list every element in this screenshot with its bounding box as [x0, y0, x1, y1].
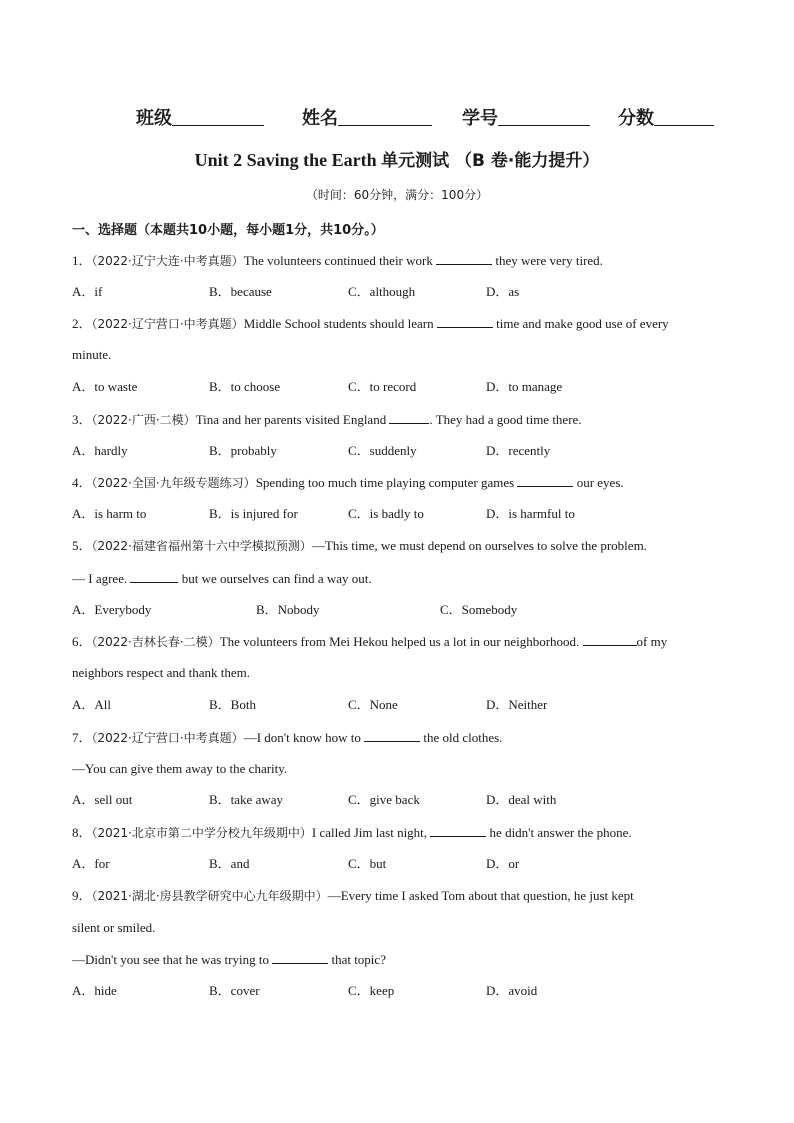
class-blank[interactable] [172, 107, 264, 126]
stem-text: of my [636, 634, 668, 649]
stem-text: —Every time I asked Tom about that question, he just kept [327, 888, 634, 903]
stem-text: . They had a good time there. [429, 412, 582, 427]
name-label: 姓名 [302, 108, 338, 129]
section-title: 一、选择题（本题共10小题，每小题1分，共10分。） [72, 223, 384, 238]
option-b[interactable]: B．and [209, 856, 250, 871]
question-number: 9． [72, 888, 92, 903]
id-blank[interactable] [498, 107, 590, 126]
option-b[interactable]: B．probably [209, 443, 277, 458]
name-blank[interactable] [338, 107, 432, 126]
answer-blank[interactable] [436, 252, 492, 265]
option-c[interactable]: C．give back [348, 792, 420, 807]
question-9-stem [72, 888, 634, 904]
stem-text: our eyes. [573, 475, 624, 490]
option-c[interactable]: C．to record [348, 379, 417, 394]
option-a[interactable]: A．for [72, 856, 110, 871]
option-b[interactable]: B．Both [209, 697, 256, 712]
question-number: 5． [72, 538, 92, 553]
stem-text: but we ourselves can find a way out. [178, 571, 372, 586]
stem-text: The volunteers continued their work [243, 253, 437, 268]
stem-text: Spending too much time playing computer games [255, 475, 518, 490]
question-number: 6． [72, 634, 92, 649]
stem-text: —This time, we must depend on ourselves to solve the problem. [311, 538, 647, 553]
option-b[interactable]: B．Nobody [256, 602, 320, 617]
score-label: 分数 [618, 108, 654, 129]
stem-text: —Didn't you see that he was trying to [72, 952, 273, 967]
title-chinese: 单元测试 （B 卷·能力提升） [381, 151, 600, 171]
option-b[interactable]: B．cover [209, 983, 260, 998]
class-label: 班级 [136, 108, 172, 129]
question-source: （2022·福建省福州第十六中学模拟预测） [91, 539, 312, 553]
score-field [618, 104, 714, 130]
option-d[interactable]: D．deal with [486, 792, 557, 807]
class-field [136, 104, 264, 130]
question-5-stem [72, 538, 647, 554]
option-a[interactable]: A．All [72, 697, 112, 712]
option-b[interactable]: B．is injured for [209, 506, 298, 521]
stem-text: —I don't know how to [243, 730, 365, 745]
question-number: 1． [72, 253, 92, 268]
option-c[interactable]: C．None [348, 697, 398, 712]
option-a[interactable]: A．hardly [72, 443, 128, 458]
question-9-stem-cont: silent or smiled. [72, 920, 156, 935]
question-source: （2021·北京市第二中学分校九年级期中） [91, 826, 312, 840]
name-field [302, 104, 432, 130]
option-d[interactable]: D．avoid [486, 983, 538, 998]
question-number: 4． [72, 475, 92, 490]
question-7-stem [72, 729, 502, 746]
question-4-stem [72, 474, 624, 491]
answer-blank[interactable] [130, 570, 178, 583]
question-source: （2022·全国·九年级专题练习） [91, 476, 256, 490]
question-source: （2022·广西·二模） [91, 413, 196, 427]
stem-text: — I agree. [72, 571, 131, 586]
question-number: 8． [72, 825, 92, 840]
option-d[interactable]: D．to manage [486, 379, 563, 394]
answer-blank[interactable] [517, 474, 573, 487]
question-8-stem [72, 824, 632, 841]
option-d[interactable]: D．Neither [486, 697, 548, 712]
time-info: （时间：60分钟，满分：100分） [305, 188, 489, 202]
option-c[interactable]: C．although [348, 284, 416, 299]
question-6-stem [72, 633, 667, 650]
stem-text: The volunteers from Mei Hekou helped us a lot in our neighborhood. [219, 634, 583, 649]
stem-text: Tina and her parents visited England [195, 412, 390, 427]
question-3-stem [72, 411, 582, 428]
question-6-stem-cont: neighbors respect and thank them. [72, 665, 250, 680]
option-d[interactable]: D．is harmful to [486, 506, 575, 521]
stem-text: Middle School students should learn [243, 316, 437, 331]
stem-text: they were very tired. [492, 253, 603, 268]
question-2-stem-cont: minute. [72, 347, 112, 362]
option-c[interactable]: C．but [348, 856, 387, 871]
option-a[interactable]: A．is harm to [72, 506, 147, 521]
question-source: （2022·辽宁营口·中考真题） [91, 317, 244, 331]
answer-blank[interactable] [430, 824, 486, 837]
option-a[interactable]: A．sell out [72, 792, 133, 807]
option-a[interactable]: A．hide [72, 983, 117, 998]
score-blank[interactable] [654, 107, 714, 126]
question-5-stem-2 [72, 570, 372, 587]
option-b[interactable]: B．to choose [209, 379, 281, 394]
stem-text: the old clothes. [420, 730, 503, 745]
stem-text: he didn't answer the phone. [486, 825, 632, 840]
question-source: （2021·湖北·房县教学研究中心九年级期中） [91, 889, 328, 903]
stem-text: that topic? [328, 952, 386, 967]
question-number: 7． [72, 730, 92, 745]
option-c[interactable]: C．is badly to [348, 506, 424, 521]
answer-blank[interactable] [389, 411, 429, 424]
id-label: 学号 [462, 108, 498, 129]
id-field [462, 104, 590, 130]
option-d[interactable]: D．as [486, 284, 520, 299]
option-d[interactable]: D．recently [486, 443, 551, 458]
stem-text: I called Jim last night, [311, 825, 431, 840]
option-c[interactable]: C．keep [348, 983, 395, 998]
question-number: 3． [72, 412, 92, 427]
question-7-stem-cont: —You can give them away to the charity. [72, 761, 288, 776]
student-info-header [136, 104, 736, 130]
answer-blank[interactable] [583, 633, 637, 646]
stem-text: time and make good use of every [492, 316, 669, 331]
question-source: （2022·吉林长春·二模） [91, 635, 220, 649]
page-title [0, 146, 794, 171]
question-number: 2． [72, 316, 92, 331]
question-source: （2022·辽宁营口·中考真题） [91, 731, 244, 745]
title-english: Unit 2 Saving the Earth [194, 150, 382, 170]
option-b[interactable]: B．because [209, 284, 272, 299]
option-a[interactable]: A．if [72, 284, 103, 299]
option-a[interactable]: A．Everybody [72, 602, 152, 617]
answer-blank[interactable] [437, 315, 493, 328]
option-b[interactable]: B．take away [209, 792, 284, 807]
option-c[interactable]: C．Somebody [440, 602, 518, 617]
option-c[interactable]: C．suddenly [348, 443, 417, 458]
answer-blank[interactable] [364, 729, 420, 742]
option-d[interactable]: D．or [486, 856, 520, 871]
question-9-stem-2 [72, 951, 386, 968]
option-a[interactable]: A．to waste [72, 379, 138, 394]
question-source: （2022·辽宁大连·中考真题） [91, 254, 244, 268]
question-1-stem [72, 252, 603, 269]
answer-blank[interactable] [272, 951, 328, 964]
question-2-stem [72, 315, 669, 332]
